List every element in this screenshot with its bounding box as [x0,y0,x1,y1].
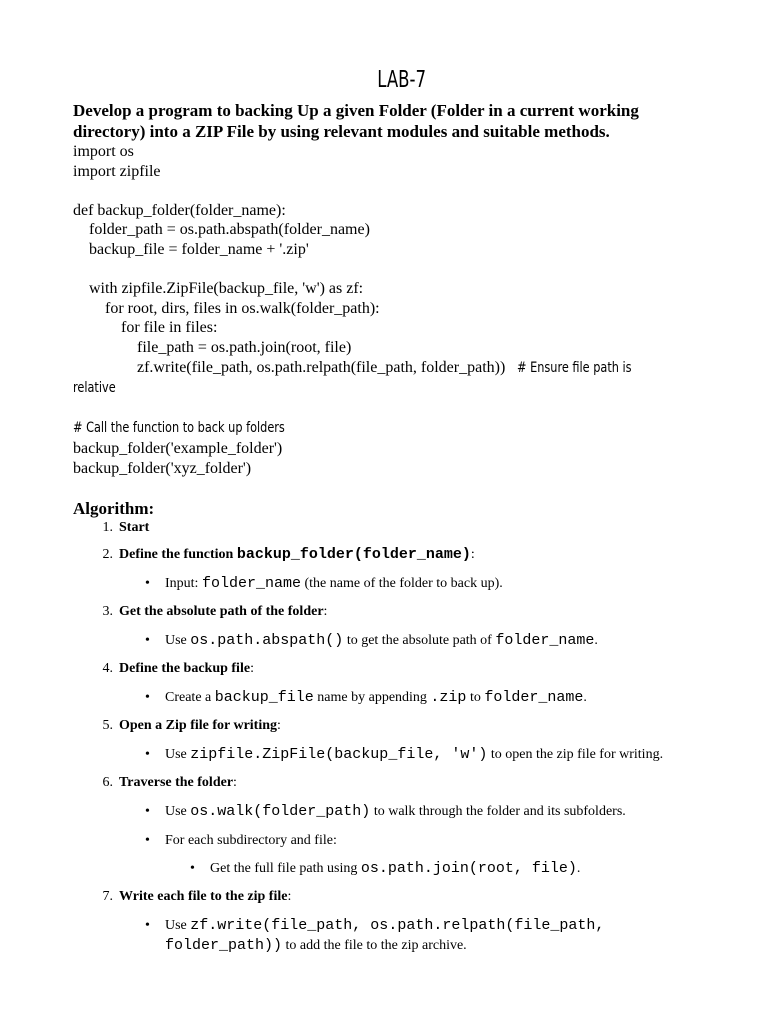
step-colon: : [470,547,475,563]
inline-code: backup_file [214,689,314,707]
code-line: backup_file = folder_name + '.zip' [73,240,309,258]
inline-code: os.path.abspath() [190,632,344,650]
code-line: with zipfile.ZipFile(backup_file, 'w') as zf: [73,280,364,298]
code-comment: # Ensure file path is [517,359,632,376]
step-3 [73,603,713,621]
step-colon: : [233,775,237,791]
blank-line [73,399,713,419]
bullet-text: Use [165,804,191,820]
bullet-dot: • [145,747,150,763]
bullet-dot: • [190,861,195,877]
code-line: file_path = os.path.join(root, file) [73,338,352,356]
step-label: Open a Zip file for writing [119,718,278,734]
bullet-text: name by appending [313,690,431,706]
code-block [73,142,713,478]
inline-code: os.path.join(root, file) [360,860,577,878]
code-line: for file in files: [73,319,218,337]
code-comment: # Call the function to back up folders [73,420,285,437]
step-number: 7. [102,889,113,905]
page-title: LAB-7 [377,67,427,93]
step-5 [73,717,713,735]
step-label: Traverse the folder [119,775,234,791]
code-line [73,418,713,439]
bullet-item [73,831,713,851]
bullet-dot: • [145,690,150,706]
step-label: Define the backup file [119,661,251,677]
code-line: backup_folder('example_folder') [73,439,283,457]
bullet-text: to walk through the folder and its subfolders. [370,804,626,820]
bullet-item [73,916,713,956]
code-line: backup_folder('xyz_folder') [73,459,252,477]
bullet-text: to [466,690,485,706]
code-line: folder_path = os.path.abspath(folder_name) [73,221,370,239]
inline-code: folder_path)) [165,937,283,955]
step-number: 2. [102,547,113,563]
bullet-dot: • [145,918,150,934]
code-line: def backup_folder(folder_name): [73,201,286,219]
step-code: backup_folder(folder_name) [236,546,471,564]
algorithm-steps [73,519,713,956]
bullet-text: (the name of the folder to back up). [300,576,503,592]
bullet-item [73,802,713,822]
code-comment: relative [73,380,116,397]
bullet-text: . [583,690,587,706]
bullet-text: to open the zip file for writing. [487,747,664,763]
step-colon: : [277,718,281,734]
task-heading: Develop a program to backing Up a given Folder (Folder in a current working directory) into a ZIP File by using relevant modules and suitable methods. [73,101,639,141]
code-line: import zipfile [73,162,161,180]
step-label: Get the absolute path of the folder [119,604,324,620]
bullet-text: Use [165,747,191,763]
bullet-dot: • [145,633,150,649]
code-line [73,378,713,399]
step-number: 1. [102,520,113,536]
inline-code: folder_name [484,689,584,707]
bullet-item [73,631,713,651]
step-1 [73,519,713,537]
step-colon: : [323,604,328,620]
code-line [73,358,713,379]
bullet-text: to get the absolute path of [343,633,496,649]
inline-code: folder_name [495,632,595,650]
step-label: Write each file to the zip file [119,889,288,905]
bullet-text: . [594,633,598,649]
bullet-text: to add the file to the zip archive. [282,938,467,954]
bullet-text: Input: [165,576,202,592]
step-label: Start [119,520,150,536]
inline-code: .zip [430,689,467,707]
step-number: 6. [102,775,113,791]
bullet-dot: • [145,833,150,849]
step-colon: : [250,661,254,677]
bullet-dot: • [145,804,150,820]
bullet-item [73,688,713,708]
step-number: 5. [102,718,113,734]
bullet-text: . [576,861,581,877]
step-4 [73,660,713,678]
bullet-text: Get the full file path using [210,861,361,877]
blank-line [73,260,713,280]
inline-code: os.walk(folder_path) [190,803,371,821]
bullet-text: Use [165,633,191,649]
algorithm-title: Algorithm: [73,499,155,519]
step-number: 3. [102,604,113,620]
bullet-dot: • [145,576,150,592]
bullet-text: Create a [165,690,215,706]
bullet-text: Use [165,918,191,934]
code-line: for root, dirs, files in os.walk(folder_path): [73,299,380,317]
blank-line [73,181,713,201]
inline-code: zipfile.ZipFile(backup_file, 'w') [190,746,488,764]
inline-code: zf.write(file_path, os.path.relpath(file_path, [190,917,605,935]
bullet-text: For each subdirectory and file: [165,833,337,849]
bullet-item [73,574,713,594]
code-text: zf.write(file_path, os.path.relpath(file_path, folder_path)) [73,358,506,376]
step-label: Define the function [119,547,237,563]
document-page [73,62,713,956]
step-2 [73,546,713,564]
inline-code: folder_name [201,575,301,593]
step-6 [73,774,713,792]
code-line: import os [73,143,134,160]
step-colon: : [287,889,292,905]
bullet-item [73,745,713,765]
step-number: 4. [102,661,113,677]
sub-bullet-item [73,859,713,879]
step-7 [73,888,713,906]
